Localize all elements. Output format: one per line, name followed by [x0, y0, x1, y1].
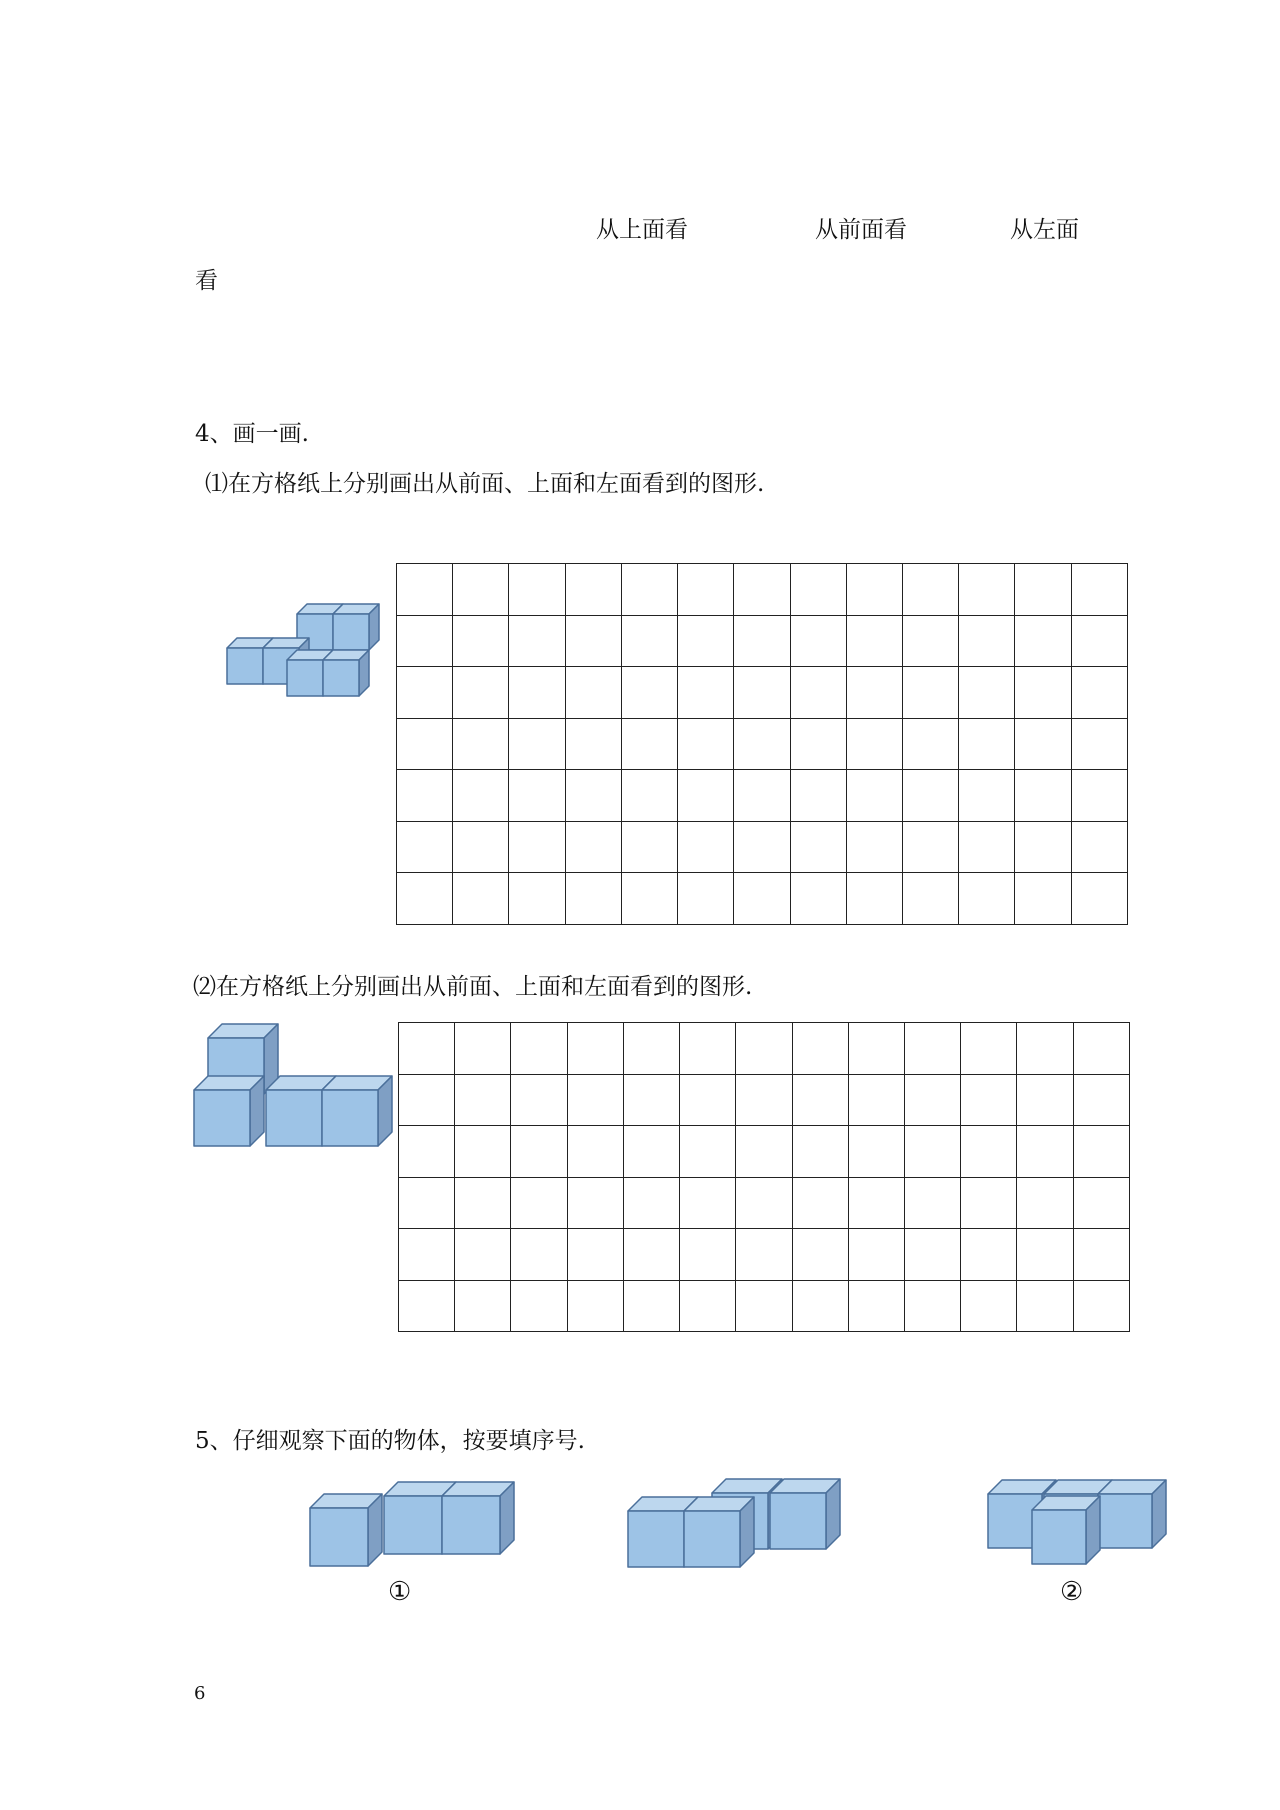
grid-cell [565, 564, 621, 616]
grid-cell [453, 615, 509, 667]
grid-cell [511, 1177, 567, 1229]
grid-cell [678, 667, 734, 719]
q5-heading: 5、仔细观察下面的物体，按要填序号. [195, 1428, 585, 1454]
grid-cell [397, 564, 453, 616]
view-label-left: 从左面 [1010, 217, 1079, 243]
grid-cell [399, 1023, 455, 1075]
q4-part1-instruction: ⑴在方格纸上分别画出从前面、上面和左面看到的图形. [205, 471, 765, 497]
grid-cell [1015, 667, 1071, 719]
grid-paper-1 [396, 563, 1128, 925]
cube-figure-1 [225, 598, 385, 708]
grid-cell [1015, 564, 1071, 616]
grid-cell [453, 564, 509, 616]
grid-cell [734, 718, 790, 770]
grid-cell [736, 1229, 792, 1281]
grid-cell [455, 1074, 511, 1126]
grid-cell [1071, 615, 1127, 667]
page-number: 6 [194, 1683, 206, 1704]
grid-cell [1015, 821, 1071, 873]
grid-cell [1017, 1280, 1073, 1332]
grid-cell [736, 1074, 792, 1126]
cube-face [322, 1090, 378, 1146]
grid-cell [680, 1229, 736, 1281]
grid-cell [736, 1177, 792, 1229]
cube-face [323, 660, 359, 696]
grid-cell [621, 615, 677, 667]
grid-cell [1073, 1280, 1129, 1332]
grid-cell [567, 1126, 623, 1178]
grid-cell [680, 1280, 736, 1332]
grid-cell [397, 615, 453, 667]
grid-cell [509, 667, 565, 719]
cube-object-1 [308, 1478, 513, 1568]
cube-face [628, 1511, 684, 1567]
grid-cell [848, 1280, 904, 1332]
grid-cell [567, 1229, 623, 1281]
grid-cell [397, 770, 453, 822]
grid-cell [1015, 873, 1071, 925]
grid-cell [790, 564, 846, 616]
grid-cell [902, 718, 958, 770]
grid-cell [790, 821, 846, 873]
grid-cell [904, 1229, 960, 1281]
grid-cell [904, 1074, 960, 1126]
cube-face [266, 1090, 322, 1146]
grid-cell [399, 1177, 455, 1229]
grid-cell [567, 1074, 623, 1126]
grid-cell [902, 873, 958, 925]
grid-cell [904, 1126, 960, 1178]
grid-cell [1073, 1229, 1129, 1281]
grid-cell [455, 1229, 511, 1281]
grid-cell [961, 1280, 1017, 1332]
grid-cell [399, 1126, 455, 1178]
grid-cell [1073, 1126, 1129, 1178]
grid-cell [511, 1280, 567, 1332]
grid-cell [846, 770, 902, 822]
grid-cell [453, 667, 509, 719]
grid-cell [509, 821, 565, 873]
grid-cell [509, 718, 565, 770]
grid-cell [680, 1126, 736, 1178]
grid-cell [399, 1280, 455, 1332]
grid-cell [904, 1177, 960, 1229]
grid-cell [509, 770, 565, 822]
grid-cell [453, 718, 509, 770]
grid-cell [959, 873, 1015, 925]
grid-cell [678, 615, 734, 667]
grid-cell [565, 770, 621, 822]
grid-cell [848, 1177, 904, 1229]
cube-figure-2 [192, 1024, 407, 1159]
grid-cell [961, 1074, 1017, 1126]
grid-cell [904, 1023, 960, 1075]
grid-cell [846, 564, 902, 616]
grid-cell [397, 667, 453, 719]
grid-cell [790, 770, 846, 822]
grid-cell [455, 1177, 511, 1229]
grid-cell [399, 1074, 455, 1126]
grid-cell [1017, 1126, 1073, 1178]
grid-cell [1073, 1023, 1129, 1075]
grid-cell [792, 1126, 848, 1178]
grid-cell [678, 821, 734, 873]
grid-cell [623, 1229, 679, 1281]
q4-heading: 4、画一画. [195, 421, 309, 447]
grid-cell [397, 821, 453, 873]
grid-cell [902, 564, 958, 616]
cube-face [333, 614, 369, 650]
grid-cell [959, 821, 1015, 873]
grid-cell [1017, 1023, 1073, 1075]
view-label-left-wrap: 看 [195, 268, 218, 294]
grid-cell [678, 564, 734, 616]
grid-cell [734, 821, 790, 873]
grid-cell [397, 873, 453, 925]
cube-face [442, 1496, 500, 1554]
grid-cell [846, 873, 902, 925]
grid-cell [734, 667, 790, 719]
grid-cell [621, 873, 677, 925]
grid-cell [621, 564, 677, 616]
grid-cell [565, 873, 621, 925]
grid-cell [455, 1126, 511, 1178]
grid-cell [511, 1229, 567, 1281]
cube-face [770, 1493, 826, 1549]
grid-cell [680, 1177, 736, 1229]
grid-cell [678, 873, 734, 925]
object-label-2: ② [1060, 1577, 1084, 1607]
grid-cell [1071, 667, 1127, 719]
grid-cell [623, 1177, 679, 1229]
q4-part2-instruction: ⑵在方格纸上分别画出从前面、上面和左面看到的图形. [193, 974, 753, 1000]
grid-cell [792, 1177, 848, 1229]
grid-cell [1071, 564, 1127, 616]
grid-cell [1015, 718, 1071, 770]
grid-cell [846, 821, 902, 873]
cube-face [194, 1090, 250, 1146]
grid-cell [1015, 615, 1071, 667]
grid-cell [959, 770, 1015, 822]
grid-cell [621, 770, 677, 822]
grid-cell [1071, 770, 1127, 822]
grid-cell [680, 1074, 736, 1126]
view-label-top: 从上面看 [596, 217, 688, 243]
grid-cell [509, 564, 565, 616]
grid-cell [848, 1229, 904, 1281]
grid-cell [455, 1023, 511, 1075]
grid-cell [848, 1074, 904, 1126]
view-label-front: 从前面看 [815, 217, 907, 243]
cube-face [384, 1496, 442, 1554]
grid-cell [621, 821, 677, 873]
grid-cell [792, 1229, 848, 1281]
grid-cell [399, 1229, 455, 1281]
grid-cell [565, 718, 621, 770]
grid-cell [1017, 1074, 1073, 1126]
grid-cell [790, 718, 846, 770]
object-label-1: ① [388, 1577, 412, 1607]
grid-cell [848, 1126, 904, 1178]
grid-cell [792, 1074, 848, 1126]
grid-cell [455, 1280, 511, 1332]
grid-cell [623, 1126, 679, 1178]
grid-cell [790, 615, 846, 667]
grid-cell [792, 1280, 848, 1332]
grid-paper-2 [398, 1022, 1130, 1332]
grid-cell [1071, 821, 1127, 873]
grid-cell [734, 564, 790, 616]
grid-cell [511, 1023, 567, 1075]
grid-cell [961, 1126, 1017, 1178]
cube-face [287, 660, 323, 696]
grid-cell [1071, 718, 1127, 770]
grid-cell [736, 1023, 792, 1075]
grid-cell [902, 770, 958, 822]
grid-cell [846, 615, 902, 667]
grid-cell [902, 821, 958, 873]
grid-cell [623, 1023, 679, 1075]
grid-cell [511, 1126, 567, 1178]
grid-cell [621, 667, 677, 719]
cube-face [1032, 1510, 1086, 1564]
grid-cell [1015, 770, 1071, 822]
grid-cell [621, 718, 677, 770]
grid-cell [902, 615, 958, 667]
grid-cell [397, 718, 453, 770]
grid-cell [1017, 1177, 1073, 1229]
grid-cell [565, 821, 621, 873]
grid-cell [959, 615, 1015, 667]
grid-cell [1017, 1229, 1073, 1281]
grid-cell [623, 1074, 679, 1126]
cube-face [227, 648, 263, 684]
grid-cell [567, 1280, 623, 1332]
grid-cell [1071, 873, 1127, 925]
grid-cell [509, 873, 565, 925]
grid-cell [1073, 1074, 1129, 1126]
cube-object-2 [626, 1475, 831, 1570]
grid-cell [623, 1280, 679, 1332]
grid-cell [453, 770, 509, 822]
cube-face [310, 1508, 368, 1566]
grid-cell [565, 667, 621, 719]
grid-cell [904, 1280, 960, 1332]
cube-object-3 [986, 1470, 1191, 1565]
grid-cell [792, 1023, 848, 1075]
grid-cell [790, 873, 846, 925]
grid-cell [959, 564, 1015, 616]
grid-cell [790, 667, 846, 719]
grid-cell [678, 718, 734, 770]
grid-cell [846, 667, 902, 719]
grid-cell [1073, 1177, 1129, 1229]
grid-cell [453, 821, 509, 873]
grid-cell [902, 667, 958, 719]
grid-cell [567, 1023, 623, 1075]
grid-cell [734, 615, 790, 667]
grid-cell [453, 873, 509, 925]
cube-face [684, 1511, 740, 1567]
grid-cell [567, 1177, 623, 1229]
grid-cell [961, 1023, 1017, 1075]
cube-face [1098, 1494, 1152, 1548]
grid-cell [734, 873, 790, 925]
grid-cell [680, 1023, 736, 1075]
grid-cell [509, 615, 565, 667]
grid-cell [846, 718, 902, 770]
grid-cell [565, 615, 621, 667]
grid-cell [959, 718, 1015, 770]
grid-cell [959, 667, 1015, 719]
grid-cell [736, 1126, 792, 1178]
grid-cell [511, 1074, 567, 1126]
grid-cell [848, 1023, 904, 1075]
grid-cell [961, 1177, 1017, 1229]
grid-cell [734, 770, 790, 822]
grid-cell [961, 1229, 1017, 1281]
grid-cell [736, 1280, 792, 1332]
grid-cell [678, 770, 734, 822]
